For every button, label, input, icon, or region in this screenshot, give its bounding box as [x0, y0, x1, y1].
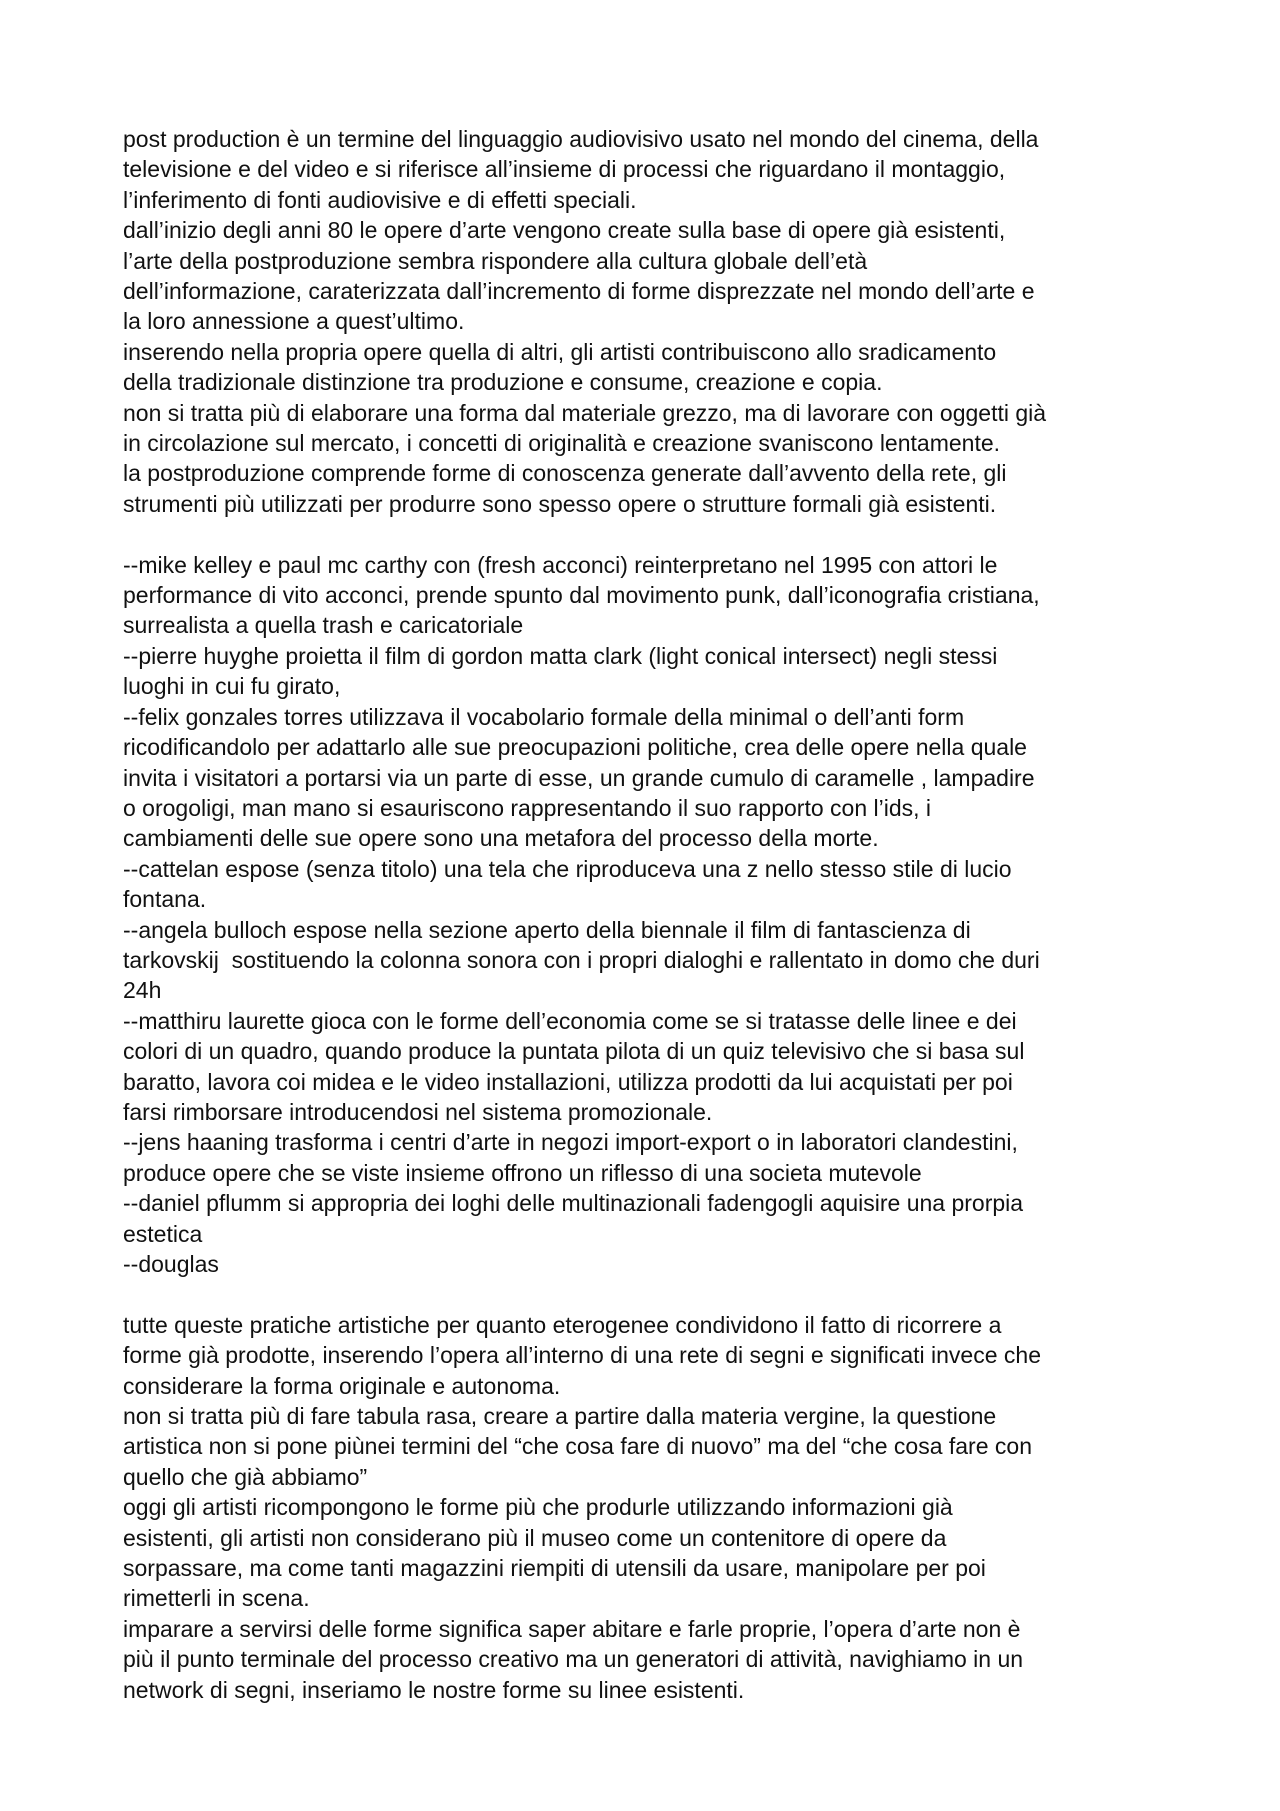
text-line: dell’informazione, caraterizzata dall’incremento di forme disprezzate nel mondo dell’arte e — [123, 278, 1035, 305]
text-line: inserendo nella propria opere quella di altri, gli artisti contribuiscono allo sradicamento — [123, 338, 997, 365]
text-line: tarkovskij sostituendo la colonna sonora con i propri dialoghi e rallentato in domo che duri — [123, 946, 1040, 973]
paragraph-gap — [123, 1279, 1173, 1309]
text-line: forme già prodotte, inserendo l’opera all’interno di una rete di segni e significati invece che — [123, 1342, 1041, 1369]
text-line: oggi gli artisti ricompongono le forme più che produrle utilizzando informazioni già — [123, 1494, 953, 1521]
text-line: televisione e del video e si riferisce all’insieme di processi che riguardano il montaggio, — [123, 156, 1006, 183]
text-line: ricodificandolo per adattarlo alle sue preocupazioni politiche, crea delle opere nella quale — [123, 734, 1027, 761]
text-line: tutte queste pratiche artistiche per quanto eterogenee condividono il fatto di ricorrere a — [123, 1311, 1002, 1338]
text-line: farsi rimborsare introducendosi nel sistema promozionale. — [123, 1098, 713, 1125]
text-line: non si tratta più di fare tabula rasa, creare a partire dalla materia vergine, la questione — [123, 1403, 997, 1430]
text-line: più il punto terminale del processo creativo ma un generatori di attività, navighiamo in un — [123, 1646, 1024, 1673]
text-line: --cattelan espose (senza titolo) una tela che riproduceva una z nello stesso stile di lucio — [123, 855, 1012, 882]
text-line: invita i visitatori a portarsi via un parte di esse, un grande cumulo di caramelle , lampadire — [123, 764, 1035, 791]
text-line: artistica non si pone piùnei termini del “che cosa fare di nuovo” ma del “che cosa fare con — [123, 1433, 1032, 1460]
text-line: luoghi in cui fu girato, — [123, 673, 341, 700]
text-line: considerare la forma originale e autonoma. — [123, 1372, 561, 1399]
text-line: imparare a servirsi delle forme significa saper abitare e farle proprie, l’opera d’arte non è — [123, 1615, 1021, 1642]
text-line: post production è un termine del linguaggio audiovisivo usato nel mondo del cinema, della — [123, 126, 1039, 152]
text-line: --pierre huyghe proietta il film di gordon matta clark (light conical intersect) negli stessi — [123, 642, 998, 669]
text-line: la loro annessione a quest’ultimo. — [123, 308, 465, 335]
paragraph-gap — [123, 519, 1173, 549]
text-line: network di segni, inseriamo le nostre forme su linee esistenti. — [123, 1676, 745, 1703]
text-line: quello che già abbiamo” — [123, 1463, 368, 1490]
text-line: rimetterli in scena. — [123, 1585, 310, 1612]
text-line: la postproduzione comprende forme di conoscenza generate dall’avvento della rete, gli — [123, 460, 1007, 487]
text-line: --jens haaning trasforma i centri d’arte in negozi import-export o in laboratori clandestini, — [123, 1129, 1018, 1156]
text-line: dall’inizio degli anni 80 le opere d’arte vengono create sulla base di opere già esistenti, — [123, 217, 1006, 244]
text-line: colori di un quadro, quando produce la puntata pilota di un quiz televisivo che si basa sul — [123, 1038, 1025, 1065]
text-line: l’arte della postproduzione sembra rispondere alla cultura globale dell’età — [123, 247, 868, 274]
text-line: in circolazione sul mercato, i concetti di originalità e creazione svaniscono lentamente. — [123, 430, 1001, 457]
text-line: --angela bulloch espose nella sezione aperto della biennale il film di fantascienza di — [123, 916, 971, 943]
text-line: baratto, lavora coi midea e le video installazioni, utilizza prodotti da lui acquistati per poi — [123, 1068, 1013, 1095]
text-line: performance di vito acconci, prende spunto dal movimento punk, dall’iconografia cristiana, — [123, 582, 1040, 609]
text-line: sorpassare, ma come tanti magazzini riempiti di utensili da usare, manipolare per poi — [123, 1555, 986, 1582]
text-line: fontana. — [123, 886, 207, 913]
text-line: l’inferimento di fonti audiovisive e di effetti speciali. — [123, 186, 637, 213]
text-line: surrealista a quella trash e caricatoriale — [123, 612, 524, 639]
document-page — [123, 124, 1173, 1705]
conclusion-section — [123, 1310, 1173, 1705]
text-line: --daniel pflumm si appropria dei loghi delle multinazionali fadengogli aquisire una prorpia — [123, 1190, 1024, 1217]
text-line: strumenti più utilizzati per produrre sono spesso opere o strutture formali già esistenti. — [123, 490, 997, 517]
text-line: cambiamenti delle sue opere sono una metafora del processo della morte. — [123, 825, 879, 852]
text-line: produce opere che se viste insieme offrono un riflesso di una societa mutevole — [123, 1159, 922, 1186]
text-line: --mike kelley e paul mc carthy con (fresh acconci) reinterpretano nel 1995 con attori le — [123, 551, 998, 578]
text-line: 24h — [123, 977, 162, 1004]
text-line: --douglas — [123, 1251, 219, 1278]
text-line: --matthiru laurette gioca con le forme dell’economia come se si tratasse delle linee e dei — [123, 1007, 1017, 1034]
text-line: della tradizionale distinzione tra produzione e consume, creazione e copia. — [123, 369, 883, 396]
text-line: o orogoligi, man mano si esauriscono rappresentando il suo rapporto con l’ids, i — [123, 794, 932, 821]
text-line: esistenti, gli artisti non considerano più il museo come un contenitore di opere da — [123, 1524, 947, 1551]
intro-section — [123, 124, 1173, 519]
text-line: estetica — [123, 1220, 203, 1247]
artists-section — [123, 550, 1173, 1280]
text-line: --felix gonzales torres utilizzava il vocabolario formale della minimal o dell’anti form — [123, 703, 965, 730]
text-line: non si tratta più di elaborare una forma dal materiale grezzo, ma di lavorare con oggetti già — [123, 399, 1047, 426]
